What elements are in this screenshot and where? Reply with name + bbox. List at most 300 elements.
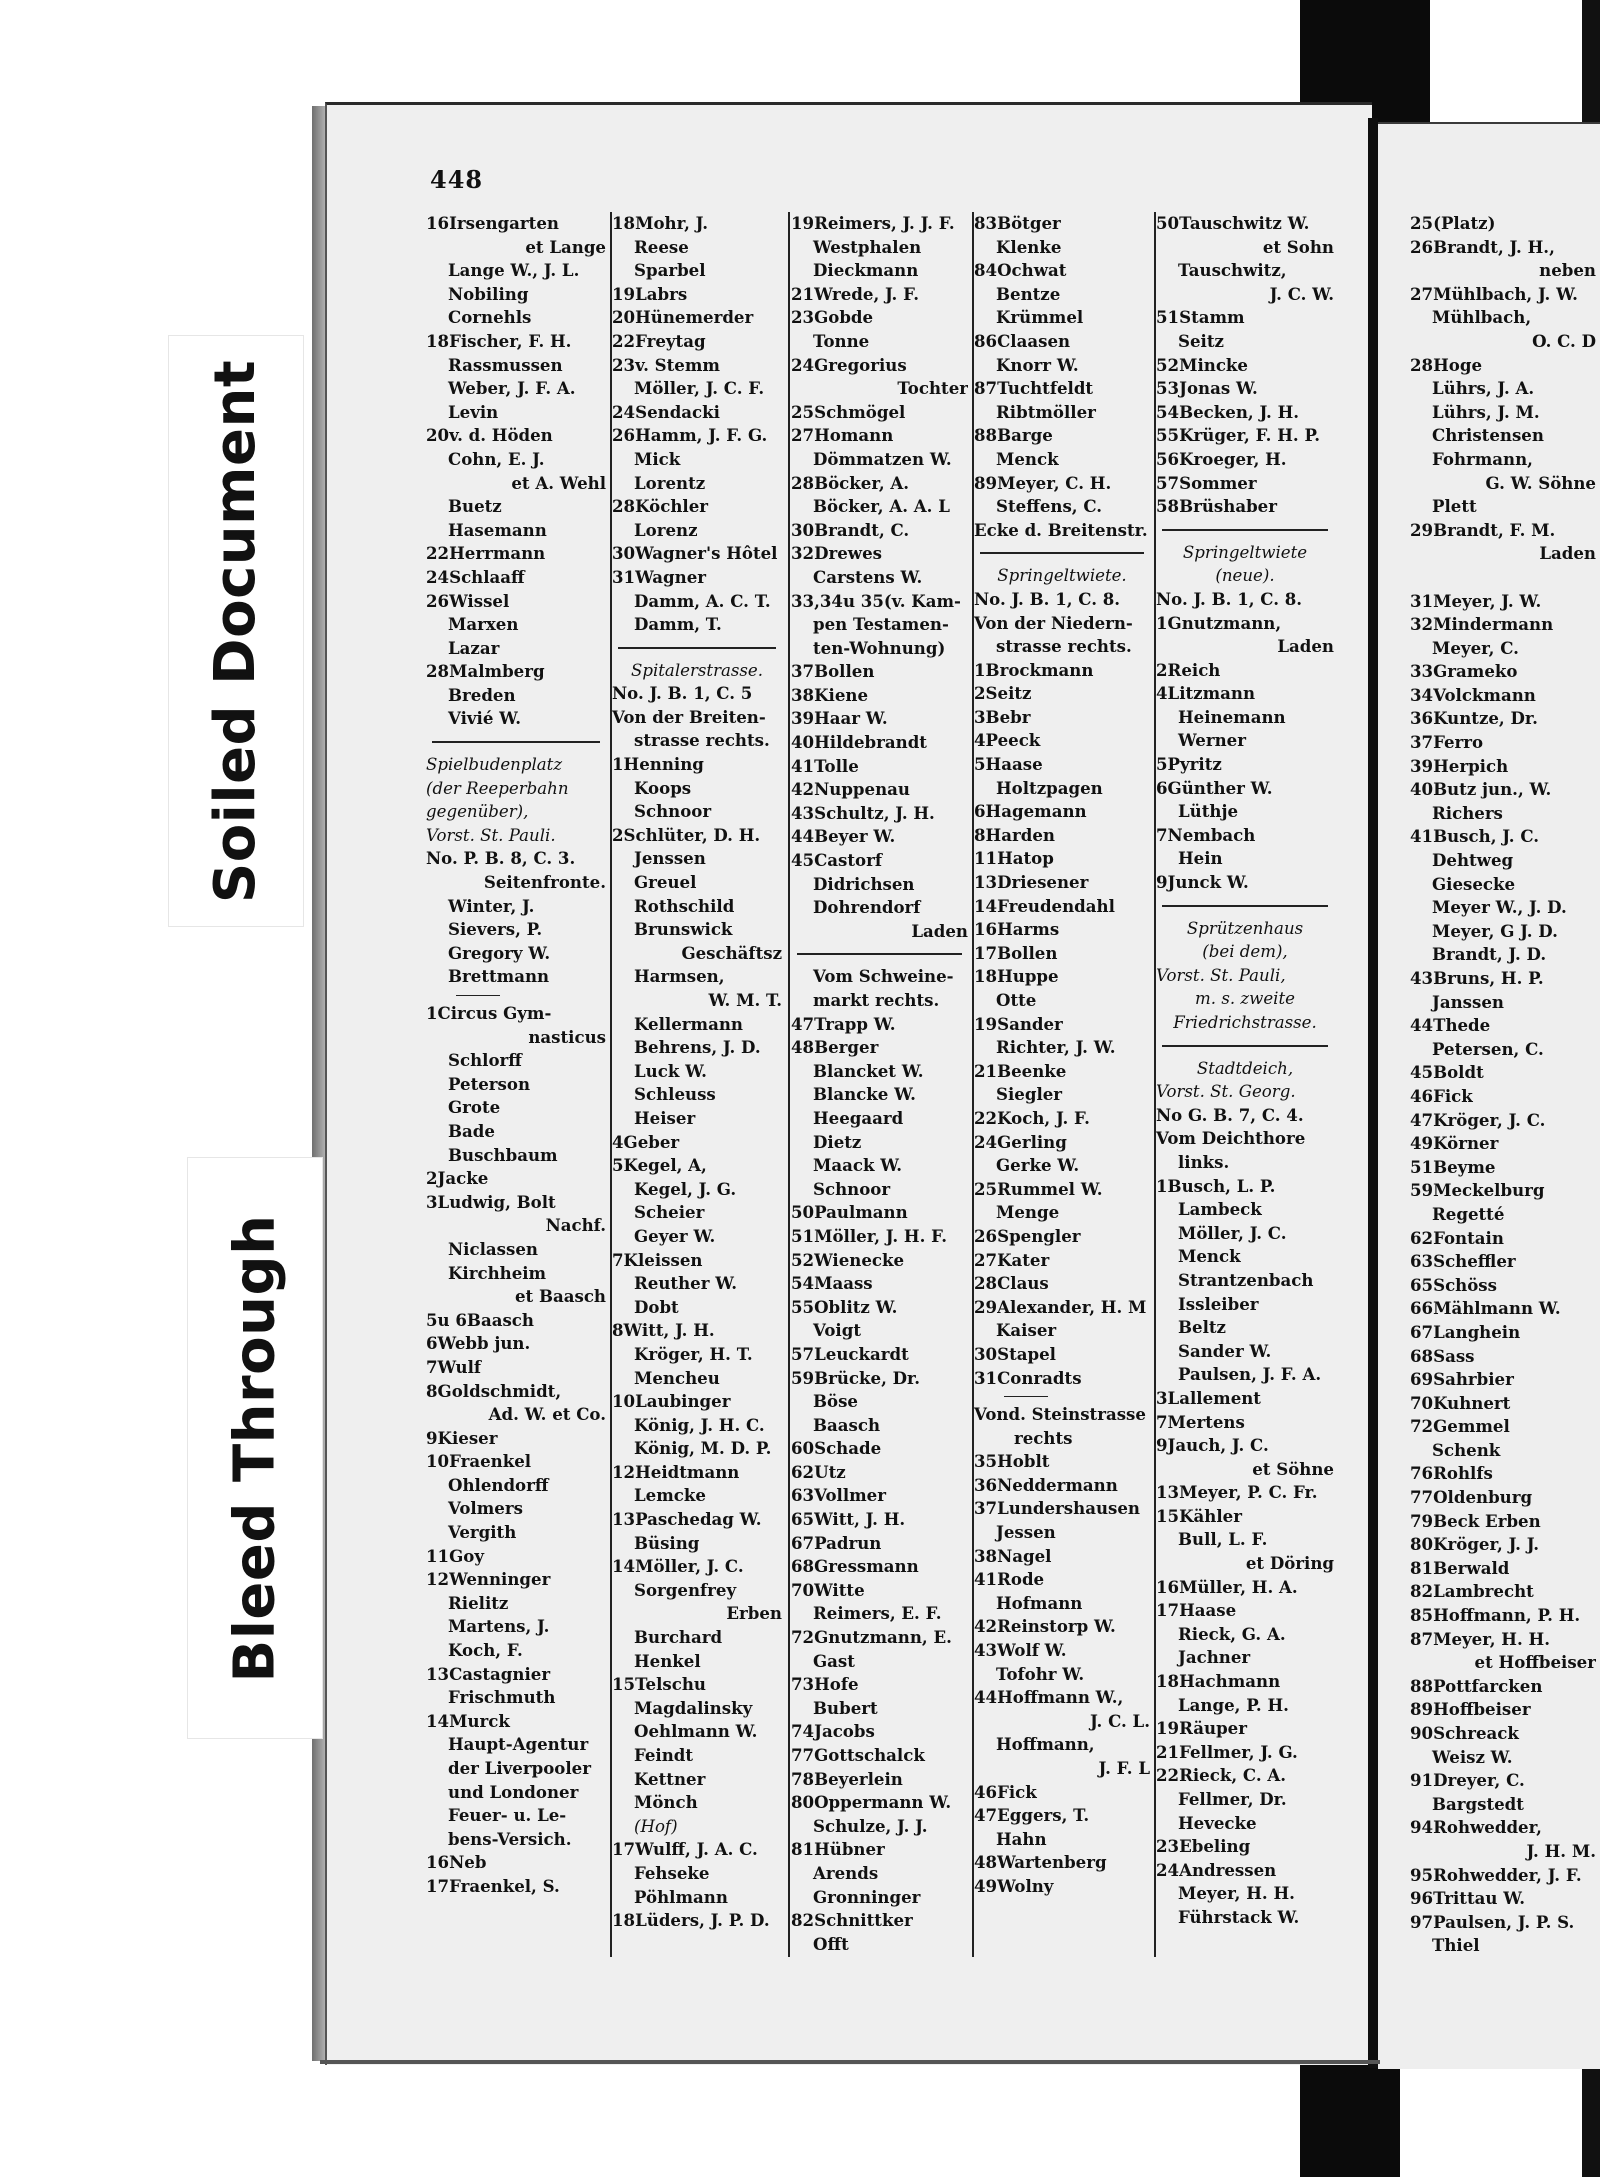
section-rule <box>1162 905 1328 907</box>
directory-entry: 95Rohwedder, J. F. <box>1410 1864 1582 1885</box>
directory-entry: 38Kiene <box>791 684 868 705</box>
street-heading: Spielbudenplatz <box>426 755 563 775</box>
directory-entry: Haupt-Agentur <box>448 1734 589 1755</box>
directory-entry: 65Schöss <box>1410 1274 1497 1295</box>
directory-entry: 57Sommer <box>1156 472 1257 493</box>
column-divider <box>788 212 790 1957</box>
directory-entry: Cornehls <box>448 307 532 328</box>
directory-entry: 12Wenninger <box>426 1569 551 1590</box>
directory-entry: Schleuss <box>634 1084 716 1105</box>
directory-entry: Harmsen, <box>634 966 725 987</box>
directory-entry: Werner <box>1178 730 1246 751</box>
section-rule <box>797 953 962 955</box>
directory-entry: Rielitz <box>448 1592 509 1613</box>
page-number: 448 <box>430 165 484 194</box>
directory-entry: Paulsen, J. F. A. <box>1178 1364 1322 1385</box>
directory-entry: 52Mincke <box>1156 354 1248 375</box>
directory-entry: Didrichsen <box>813 873 915 894</box>
directory-column-6 <box>1410 212 1596 1958</box>
directory-entry: 21Fellmer, J. G. <box>1156 1741 1298 1762</box>
directory-entry: 87Meyer, H. H. <box>1410 1628 1550 1649</box>
directory-entry: Lorentz <box>634 472 706 493</box>
directory-entry: 22Herrmann <box>426 543 546 564</box>
directory-entry: Cohn, E. J. <box>448 448 545 469</box>
directory-entry: Jachner <box>1178 1647 1251 1668</box>
directory-entry: Bubert <box>813 1697 878 1718</box>
directory-entry: Weber, J. F. A. <box>448 378 576 399</box>
directory-entry: Vom Deichthore <box>1156 1128 1306 1149</box>
directory-entry: Christensen <box>1432 425 1544 446</box>
directory-entry: 8Goldschmidt, <box>426 1380 562 1401</box>
directory-entry: 17Fraenkel, S. <box>426 1875 560 1896</box>
directory-entry: 63Scheffler <box>1410 1251 1516 1272</box>
directory-entry: Sander W. <box>1178 1340 1272 1361</box>
directory-entry: Geschäftsz <box>681 942 782 963</box>
directory-entry: 42Reinstorp W. <box>974 1616 1116 1637</box>
directory-entry: 19Räuper <box>1156 1718 1247 1739</box>
directory-entry: 52Wienecke <box>791 1249 905 1270</box>
directory-entry: Steffens, C. <box>996 496 1103 517</box>
directory-entry: 1Gnutzmann, <box>1156 612 1282 633</box>
directory-entry: Kellermann <box>634 1013 743 1034</box>
directory-entry: Vond. Steinstrasse <box>974 1404 1146 1425</box>
directory-entry: Erben <box>726 1603 782 1624</box>
directory-entry: 15Kähler <box>1156 1505 1242 1526</box>
directory-entry: 27Kater <box>974 1249 1050 1270</box>
directory-entry: Holtzpagen <box>996 777 1103 798</box>
directory-entry: 32Drewes <box>791 543 882 564</box>
directory-entry: strasse rechts. <box>634 730 770 751</box>
directory-entry: Otte <box>996 990 1037 1010</box>
directory-entry: J. H. M. <box>1526 1840 1596 1861</box>
directory-entry: Mönch <box>634 1792 698 1813</box>
street-heading: (neue). <box>1215 566 1275 586</box>
directory-entry: 66Mählmann W. <box>1410 1298 1561 1319</box>
directory-entry: Vom Schweine- <box>813 966 954 987</box>
directory-entry: Nachf. <box>545 1215 606 1236</box>
directory-entry: 13Paschedag W. <box>612 1509 762 1530</box>
directory-entry: Dobt <box>634 1296 679 1317</box>
directory-column-4 <box>974 212 1150 1899</box>
directory-entry: 14Freudendahl <box>974 895 1115 916</box>
directory-entry: 80Kröger, J. J. <box>1410 1534 1540 1555</box>
directory-entry: Lemcke <box>634 1485 706 1506</box>
directory-entry: 19Reimers, J. J. F. <box>791 213 955 233</box>
directory-entry: Heiser <box>634 1107 696 1128</box>
bleed-through-label <box>187 1157 323 1739</box>
directory-entry: 16Irsengarten <box>426 213 559 233</box>
directory-entry: Hevecke <box>1178 1812 1257 1833</box>
directory-entry: 54Maass <box>791 1273 873 1294</box>
directory-entry: Bull, L. F. <box>1178 1529 1268 1550</box>
directory-entry: 23v. Stemm <box>612 354 720 375</box>
directory-entry: Tofohr W. <box>996 1663 1085 1684</box>
directory-entry: 70Witte <box>791 1579 865 1600</box>
directory-entry: 44Thede <box>1410 1015 1491 1036</box>
directory-entry: Böcker, A. A. L <box>813 496 950 517</box>
directory-entry: W. M. T. <box>708 990 782 1010</box>
directory-entry: 82Lambrecht <box>1410 1581 1534 1602</box>
directory-column-3 <box>791 212 968 1956</box>
street-heading: Springeltwiete <box>1182 542 1308 562</box>
directory-entry: Baasch <box>813 1414 881 1435</box>
directory-entry: 81Berwald <box>1410 1557 1510 1578</box>
directory-entry: Damm, A. C. T. <box>634 590 771 611</box>
directory-entry: 74Jacobs <box>791 1721 875 1742</box>
directory-entry: 5Pyritz <box>1156 754 1222 775</box>
directory-entry: König, M. D. P. <box>634 1438 772 1459</box>
directory-entry: et Hoffbeiser <box>1474 1652 1596 1673</box>
directory-entry: 46Fick <box>974 1781 1037 1802</box>
directory-entry: 78Beyerlein <box>791 1768 903 1789</box>
directory-entry: Martens, J. <box>448 1616 550 1637</box>
directory-entry: 53Jonas W. <box>1156 378 1258 399</box>
directory-entry: Hahn <box>996 1828 1047 1849</box>
directory-entry: 33Grameko <box>1410 661 1518 682</box>
directory-entry: 26Spengler <box>974 1225 1081 1246</box>
directory-entry: 22Freytag <box>612 330 706 351</box>
street-heading: Stadtdeich, <box>1196 1058 1294 1078</box>
directory-entry: 77Gottschalck <box>791 1745 925 1765</box>
directory-entry: Janssen <box>1432 991 1504 1012</box>
directory-entry: 72Gnutzmann, E. <box>791 1627 952 1648</box>
directory-entry: Schulze, J. J. <box>813 1815 928 1836</box>
directory-entry: Sorgenfrey <box>634 1579 737 1600</box>
directory-entry: Marxen <box>448 614 519 635</box>
directory-entry: 5u 6Baasch <box>426 1309 534 1330</box>
directory-entry: Magdalinsky <box>634 1697 753 1718</box>
directory-entry: Laden <box>1277 636 1334 657</box>
directory-entry: 57Leuckardt <box>791 1343 909 1364</box>
directory-entry: Hasemann <box>448 519 547 540</box>
directory-entry: 38Nagel <box>974 1545 1052 1566</box>
directory-entry: Tauschwitz, <box>1178 260 1287 281</box>
directory-entry: Offt <box>813 1933 849 1954</box>
directory-entry: 29Brandt, F. M. <box>1410 519 1556 540</box>
directory-entry: 25Schmögel <box>791 401 906 422</box>
directory-entry: Hofmann <box>996 1592 1083 1613</box>
directory-entry: 44Hoffmann W., <box>974 1687 1124 1708</box>
directory-entry: 89Hoffbeiser <box>1410 1699 1531 1720</box>
directory-entry: 23Ebeling <box>1156 1836 1251 1857</box>
directory-entry: 3Bebr <box>974 706 1031 727</box>
directory-entry: Volmers <box>448 1498 523 1519</box>
directory-entry: 31Wagner <box>612 566 707 587</box>
directory-entry: 73Hofe <box>791 1674 859 1695</box>
directory-entry: 4Litzmann <box>1156 683 1256 704</box>
book-gutter <box>1368 118 1378 2068</box>
directory-entry: 3Ludwig, Bolt <box>426 1191 556 1212</box>
directory-entry: 7Kleissen <box>612 1249 703 1270</box>
directory-entry: Dohrendorf <box>813 897 921 918</box>
directory-entry: 40Butz jun., W. <box>1410 779 1552 800</box>
directory-entry: Von der Niedern- <box>974 612 1133 633</box>
directory-entry: Gregory W. <box>448 942 551 963</box>
directory-entry: Kettner <box>634 1768 706 1789</box>
directory-entry: 67Langhein <box>1410 1321 1521 1342</box>
directory-entry: Bentze <box>996 283 1061 304</box>
directory-entry: nasticus <box>528 1026 606 1047</box>
directory-entry: 60Schade <box>791 1438 882 1459</box>
directory-entry: 4Peeck <box>974 730 1041 751</box>
directory-entry: 55Krüger, F. H. P. <box>1156 425 1320 446</box>
directory-entry: Rieck, G. A. <box>1178 1623 1286 1644</box>
directory-entry: 18Mohr, J. <box>612 213 709 233</box>
directory-entry: Sievers, P. <box>448 919 543 940</box>
section-rule <box>618 647 776 649</box>
directory-entry: Arends <box>813 1862 879 1883</box>
directory-entry: 22Koch, J. F. <box>974 1107 1090 1128</box>
directory-entry: Richers <box>1432 802 1503 823</box>
directory-entry: 23Gobde <box>791 307 874 328</box>
directory-entry: Lüthje <box>1178 801 1239 822</box>
directory-entry: 68Sass <box>1410 1345 1475 1366</box>
directory-entry: 7Nembach <box>1156 824 1256 845</box>
directory-entry: Bargstedt <box>1432 1793 1524 1814</box>
directory-entry: Laden <box>1539 543 1596 564</box>
directory-entry: Niclassen <box>448 1238 538 1259</box>
directory-entry: 55Oblitz W. <box>791 1296 898 1317</box>
directory-entry: 24Sendacki <box>612 401 720 422</box>
directory-entry: Tochter <box>897 378 968 399</box>
directory-entry: 31Conradts <box>974 1367 1082 1388</box>
directory-entry: 51Beyme <box>1410 1156 1496 1177</box>
directory-entry: 47Trapp W. <box>791 1013 896 1034</box>
street-heading: Vorst. St. Pauli. <box>426 825 556 845</box>
directory-entry: Krümmel <box>996 307 1084 328</box>
directory-entry: 5Kegel, A, <box>612 1155 707 1176</box>
directory-entry: 1Busch, L. P. <box>1156 1175 1276 1196</box>
section-rule <box>1162 529 1328 531</box>
directory-entry: Jenssen <box>634 848 706 869</box>
directory-entry: 65Witt, J. H. <box>791 1509 906 1530</box>
street-heading: Spitalerstrasse. <box>630 660 764 680</box>
directory-entry: 21Beenke <box>974 1060 1067 1081</box>
directory-entry: No. J. B. 1, C. 8. <box>974 588 1121 609</box>
directory-entry: Petersen, C. <box>1432 1038 1544 1059</box>
directory-entry: 6Hagemann <box>974 801 1087 822</box>
directory-entry: 12Heidtmann <box>612 1461 740 1482</box>
directory-entry: Schnoor <box>634 801 712 822</box>
directory-entry: Regetté <box>1432 1203 1505 1224</box>
directory-entry: Ad. W. et Co. <box>488 1404 606 1425</box>
directory-entry: 21Wrede, J. F. <box>791 283 920 304</box>
directory-entry: Strantzenbach <box>1178 1269 1314 1290</box>
directory-entry: 1Henning <box>612 754 704 775</box>
directory-entry: 54Becken, J. H. <box>1156 401 1300 422</box>
directory-entry: Klenke <box>996 236 1062 257</box>
directory-entry: Möller, J. C. <box>1178 1222 1287 1243</box>
directory-entry: 31Meyer, J. W. <box>1410 590 1542 611</box>
directory-entry: Westphalen <box>813 236 922 257</box>
directory-entry: Carstens W. <box>813 566 923 587</box>
street-heading: Vorst. St. Pauli, <box>1156 965 1286 985</box>
directory-entry: Beltz <box>1178 1317 1226 1338</box>
directory-entry: 97Paulsen, J. P. S. <box>1410 1911 1575 1932</box>
directory-entry: Koops <box>634 777 692 798</box>
directory-entry: 76Rohlfs <box>1410 1463 1493 1484</box>
directory-entry: Thiel <box>1432 1935 1480 1956</box>
directory-entry: 17Haase <box>1156 1600 1237 1621</box>
street-heading: (der Reeperbahn <box>426 778 569 798</box>
directory-entry: 37Bollen <box>791 661 875 682</box>
directory-entry: Peterson <box>448 1073 531 1094</box>
directory-entry: 27Homann <box>791 425 894 446</box>
directory-entry: 42Nuppenau <box>791 779 910 800</box>
directory-entry: Fohrmann, <box>1432 448 1533 469</box>
directory-entry: 9Jauch, J. C. <box>1156 1435 1269 1456</box>
directory-entry: 2Jacke <box>426 1168 489 1189</box>
directory-entry: Lange W., J. L. <box>448 260 580 281</box>
directory-entry: 6Webb jun. <box>426 1333 531 1354</box>
directory-entry: 18Huppe <box>974 966 1059 987</box>
directory-entry: 85Hoffmann, P. H. <box>1410 1605 1581 1626</box>
directory-entry: rechts <box>1014 1427 1073 1448</box>
directory-entry: 24Andressen <box>1156 1859 1277 1880</box>
directory-entry: Gast <box>813 1650 855 1671</box>
directory-column-1 <box>426 212 606 1899</box>
directory-entry: Voigt <box>813 1320 861 1341</box>
directory-entry: ten-Wohnung) <box>813 637 946 658</box>
directory-entry: Heinemann <box>1178 706 1286 727</box>
directory-entry: 8Witt, J. H. <box>612 1320 715 1341</box>
directory-entry: Meyer, G J. D. <box>1432 920 1558 941</box>
directory-entry: 25Rummel W. <box>974 1178 1103 1199</box>
directory-entry: Hein <box>1178 848 1223 869</box>
directory-entry: No. P. B. 8, C. 3. <box>426 848 576 869</box>
directory-entry: Hoffmann, <box>996 1734 1095 1755</box>
directory-entry: 43Wolf W. <box>974 1640 1067 1661</box>
directory-entry: O. C. D <box>1532 330 1596 351</box>
directory-entry: 28Malmberg <box>426 661 545 682</box>
directory-entry: Levin <box>448 401 499 422</box>
directory-entry: Breden <box>448 684 516 705</box>
directory-entry: 51Möller, J. H. F. <box>791 1225 948 1246</box>
directory-entry: 13Castagnier <box>426 1663 551 1684</box>
directory-entry: et Döring <box>1245 1553 1334 1574</box>
directory-entry: 17Wulff, J. A. C. <box>612 1839 758 1860</box>
directory-entry: 70Kuhnert <box>1410 1392 1511 1413</box>
directory-entry: 44Beyer W. <box>791 826 896 847</box>
directory-entry: 49Körner <box>1410 1133 1499 1154</box>
directory-entry: No. J. B. 1, C. 8. <box>1156 588 1303 609</box>
directory-entry: Geyer W. <box>634 1225 716 1246</box>
directory-entry: Gronninger <box>813 1886 921 1907</box>
directory-entry: Büsing <box>634 1532 700 1553</box>
directory-entry: et Baasch <box>514 1286 606 1307</box>
directory-entry: 27Mühlbach, J. W. <box>1410 283 1578 304</box>
directory-entry: 50Paulmann <box>791 1202 908 1223</box>
directory-entry: 83Bötger <box>974 213 1061 233</box>
directory-entry: pen Testamen- <box>813 614 949 635</box>
directory-entry: Reese <box>634 236 689 257</box>
directory-entry: Mick <box>634 448 681 469</box>
directory-entry: et A. Wehl <box>511 472 606 493</box>
directory-entry: No. J. B. 1, C. 5 <box>612 683 753 704</box>
directory-entry: der Liverpooler <box>448 1758 591 1778</box>
directory-entry: Jessen <box>996 1522 1056 1543</box>
directory-entry: Dehtweg <box>1432 850 1514 871</box>
directory-entry: Ecke d. Breitenstr. <box>974 519 1148 540</box>
directory-entry: 88Barge <box>974 425 1053 446</box>
directory-entry: G. W. Söhne <box>1485 472 1596 493</box>
directory-entry: Ohlendorff <box>448 1474 549 1495</box>
directory-entry: 63Vollmer <box>791 1485 886 1506</box>
directory-entry: Feuer- u. Le- <box>448 1805 567 1826</box>
directory-entry: 4Geber <box>612 1131 680 1152</box>
directory-entry: 3Lallement <box>1156 1387 1261 1408</box>
directory-entry: 89Meyer, C. H. <box>974 472 1112 493</box>
directory-entry: 24Gerling <box>974 1131 1067 1152</box>
directory-entry: 84Ochwat <box>974 260 1067 281</box>
section-rule <box>1162 1045 1328 1047</box>
directory-entry: 67Padrun <box>791 1532 882 1553</box>
directory-entry: Fehseke <box>634 1862 710 1883</box>
directory-entry: 28Claus <box>974 1273 1049 1294</box>
directory-entry: Dömmatzen W. <box>813 448 952 469</box>
directory-entry: Scheier <box>634 1202 705 1223</box>
section-rule <box>432 741 600 743</box>
directory-entry: 48Wartenberg <box>974 1852 1107 1873</box>
directory-entry: Henkel <box>634 1650 701 1671</box>
directory-entry: Greuel <box>634 872 697 893</box>
directory-entry: 39Haar W. <box>791 708 888 729</box>
directory-entry: 41Busch, J. C. <box>1410 826 1540 847</box>
directory-entry: 72Gemmel <box>1410 1416 1510 1437</box>
directory-entry: Seitenfronte. <box>483 872 606 893</box>
directory-column-2 <box>612 212 782 1933</box>
street-heading: m. s. zweite <box>1195 989 1295 1009</box>
directory-entry: 30Stapel <box>974 1343 1056 1364</box>
section-rule <box>980 552 1144 554</box>
directory-entry: 40Hildebrandt <box>791 732 927 753</box>
directory-entry: Koch, F. <box>448 1640 523 1661</box>
directory-entry: 7Wulf <box>426 1356 482 1377</box>
directory-entry: 41Rode <box>974 1569 1045 1590</box>
directory-entry: 11Hatop <box>974 848 1054 869</box>
directory-entry: 94Rohwedder, <box>1410 1817 1542 1838</box>
directory-entry: Mencheu <box>634 1367 720 1388</box>
directory-entry: 80Oppermann W. <box>791 1792 952 1813</box>
directory-entry: 58Brüshaber <box>1156 496 1277 517</box>
directory-entry: Rothschild <box>634 895 735 916</box>
directory-entry: 79Beck Erben <box>1410 1510 1541 1531</box>
directory-entry: 28Böcker, A. <box>791 472 910 493</box>
directory-entry: et Sohn <box>1262 236 1334 257</box>
directory-entry: Ribtmöller <box>996 401 1096 422</box>
directory-entry: Nobiling <box>448 283 529 304</box>
directory-entry: Lange, P. H. <box>1178 1694 1289 1715</box>
directory-entry: 91Dreyer, C. <box>1410 1770 1525 1791</box>
page-bottom-edge <box>320 2060 1380 2064</box>
directory-entry: bens-Versich. <box>448 1828 572 1849</box>
directory-entry: Plett <box>1432 496 1477 517</box>
directory-entry: 30Brandt, C. <box>791 519 910 540</box>
directory-entry: Feindt <box>634 1745 694 1765</box>
directory-entry: 33,34u 35(v. Kam- <box>791 590 961 611</box>
directory-entry: 51Stamm <box>1156 307 1245 328</box>
directory-entry: Führstack W. <box>1178 1906 1300 1927</box>
directory-entry: 81Hübner <box>791 1839 885 1860</box>
directory-entry: et Söhne <box>1252 1458 1334 1479</box>
directory-entry: Rassmussen <box>448 354 563 375</box>
directory-entry: Pöhlmann <box>634 1886 728 1907</box>
directory-entry: Schlorff <box>448 1050 522 1071</box>
street-heading: Friedrichstrasse. <box>1173 1013 1317 1032</box>
directory-entry: 28Hoge <box>1410 354 1482 375</box>
directory-entry: 47Kröger, J. C. <box>1410 1109 1546 1130</box>
directory-entry: 14Murck <box>426 1710 510 1731</box>
